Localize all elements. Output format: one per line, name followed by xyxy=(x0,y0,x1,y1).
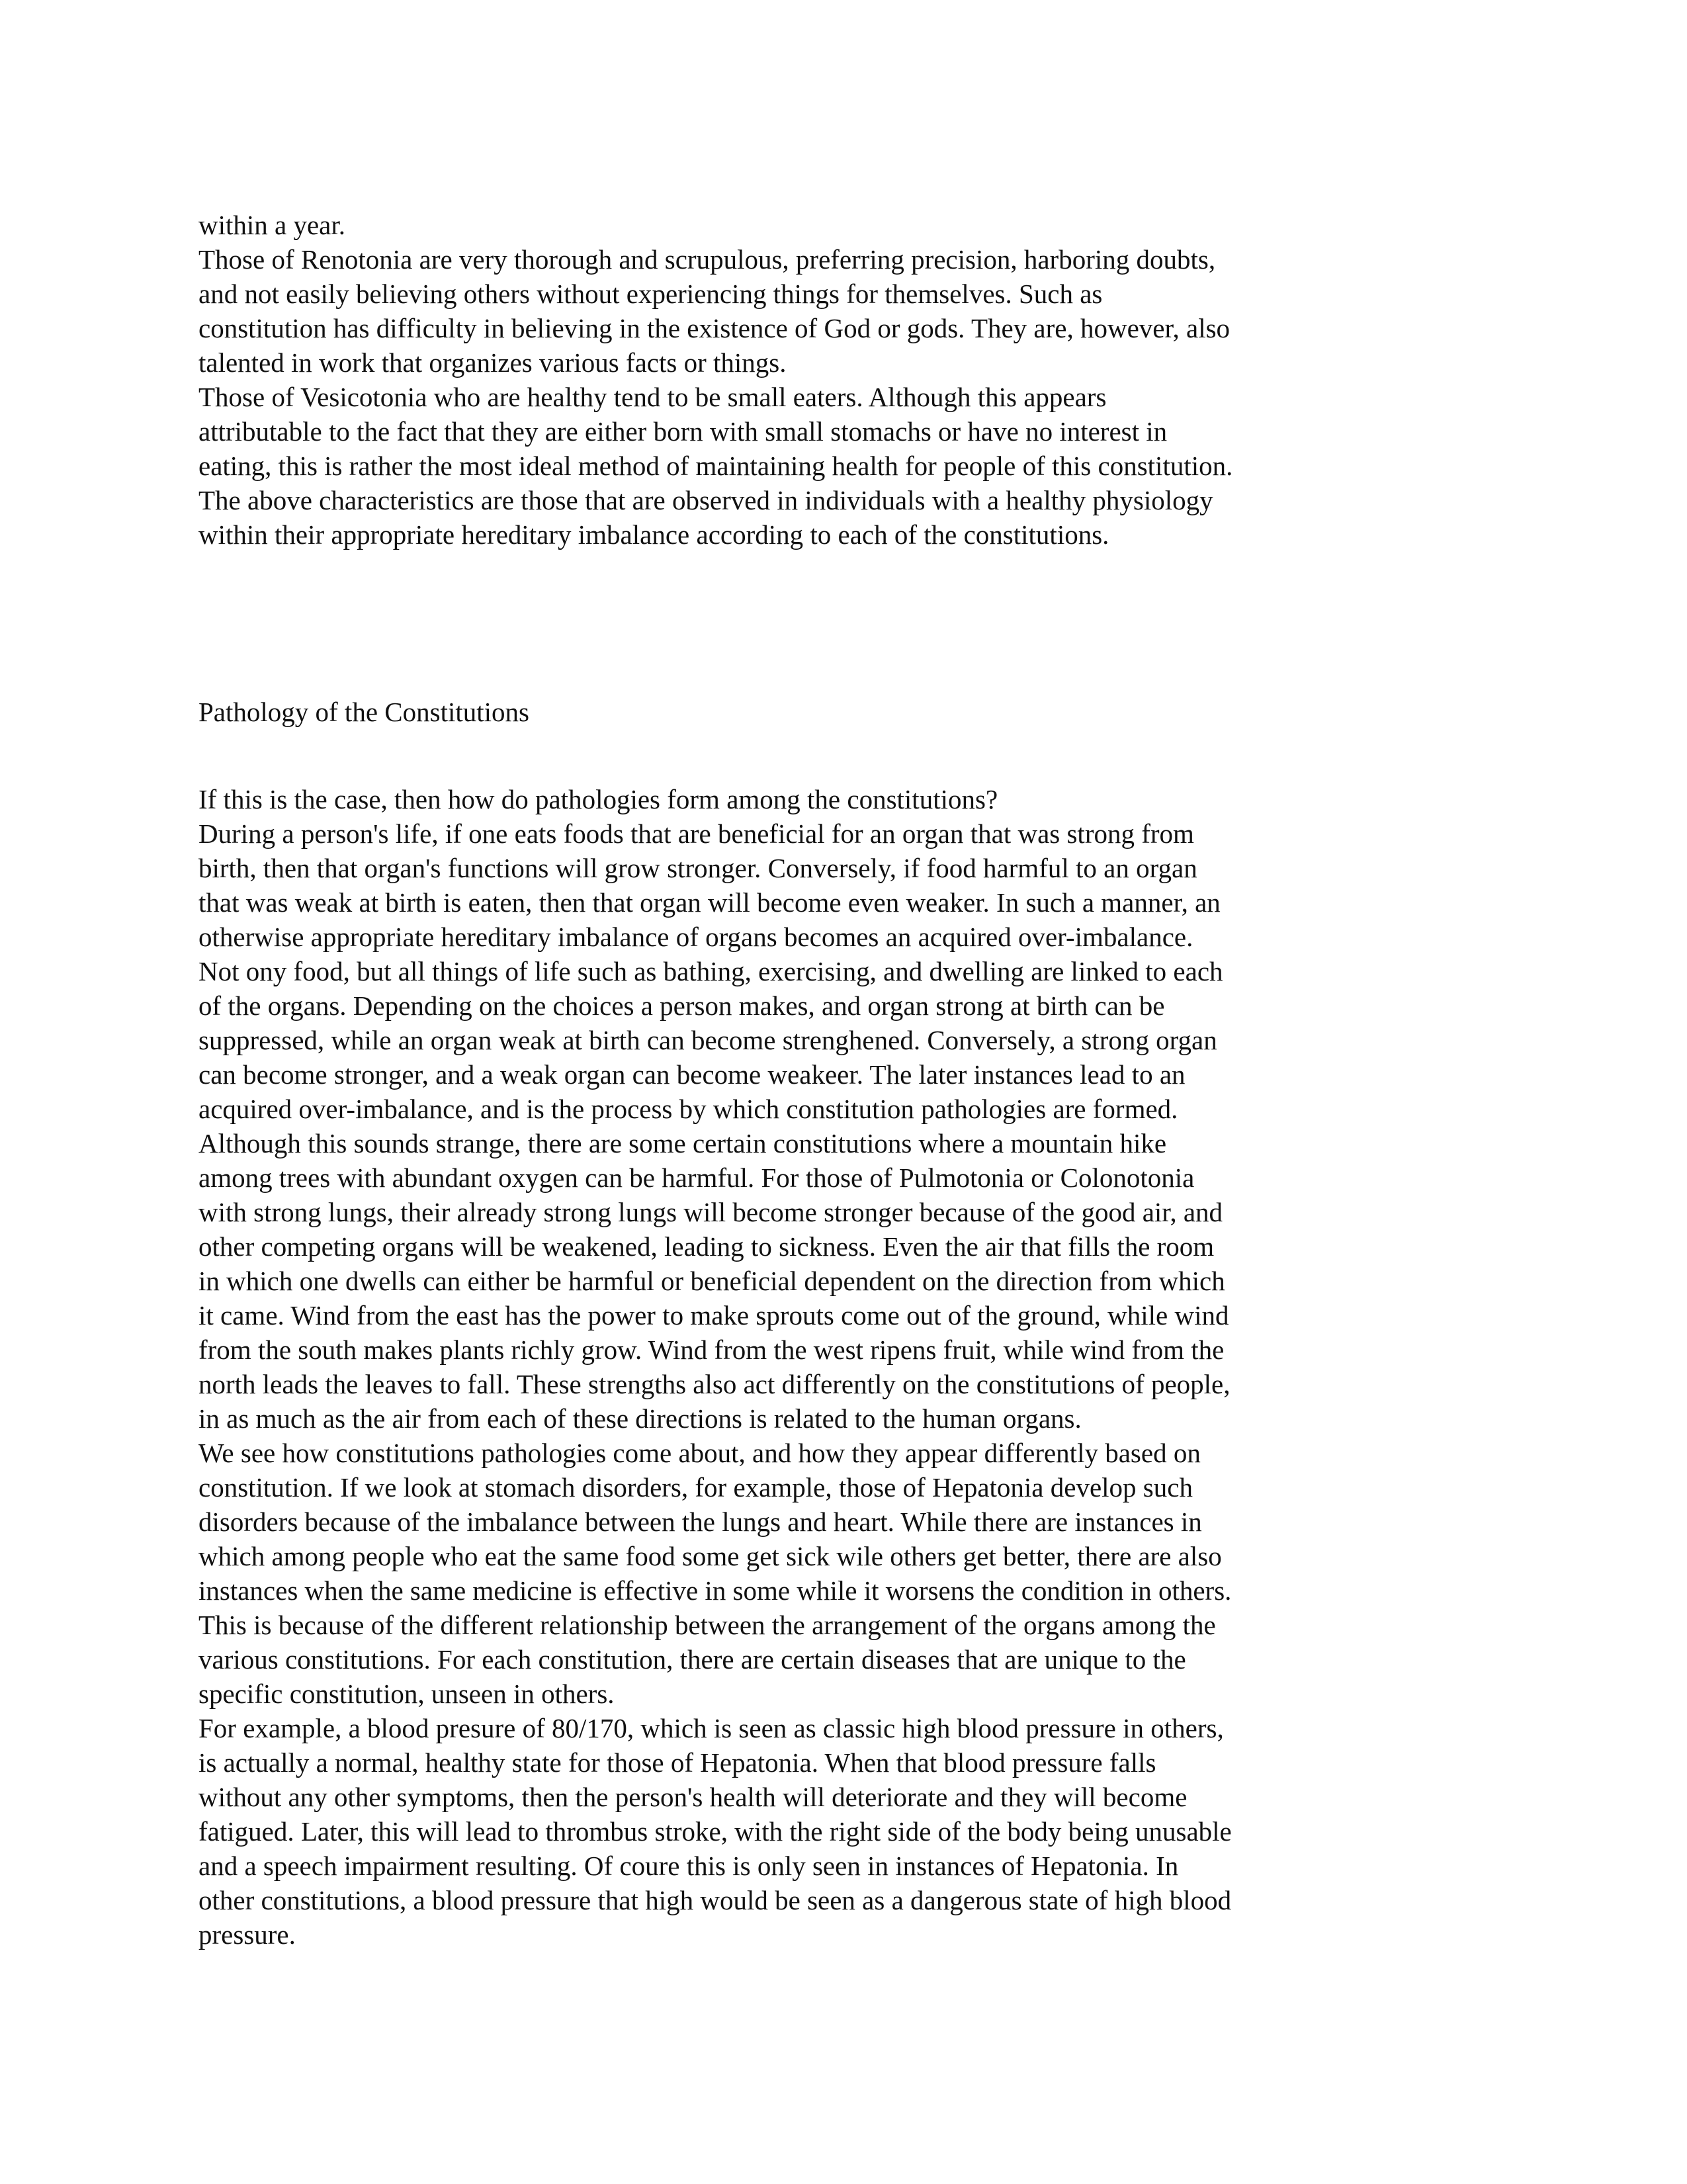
text-line: north leads the leaves to fall. These strengths also act differently on the constitutions of people, xyxy=(198,1369,1231,1399)
text-line: During a person's life, if one eats foods that are beneficial for an organ that was strong from xyxy=(198,818,1194,849)
text-line: suppressed, while an organ weak at birth can become strenghened. Conversely, a strong organ xyxy=(198,1025,1217,1055)
section-heading: Pathology of the Constitutions xyxy=(198,697,529,727)
text-line: with strong lungs, their already strong lungs will become stronger because of the good air, and xyxy=(198,1197,1223,1227)
text-line: without any other symptoms, then the person's health will deteriorate and they will become xyxy=(198,1782,1188,1812)
text-line: is actually a normal, healthy state for those of Hepatonia. When that blood pressure falls xyxy=(198,1747,1156,1778)
intro-lines xyxy=(198,208,1363,552)
text-line: This is because of the different relationship between the arrangement of the organs among the xyxy=(198,1610,1216,1640)
text-line: acquired over-imbalance, and is the process by which constitution pathologies are formed. xyxy=(198,1094,1178,1124)
text-line: attributable to the fact that they are either born with small stomachs or have no interest in xyxy=(198,416,1168,447)
intro-text-block xyxy=(198,208,1363,552)
text-line: specific constitution, unseen in others. xyxy=(198,1679,615,1709)
text-line: and not easily believing others without experiencing things for themselves. Such as xyxy=(198,279,1103,309)
text-line: in as much as the air from each of these directions is related to the human organs. xyxy=(198,1403,1082,1434)
text-line: constitution. If we look at stomach disorders, for example, those of Hepatonia develop such xyxy=(198,1472,1193,1503)
text-line: of the organs. Depending on the choices a person makes, and organ strong at birth can be xyxy=(198,990,1165,1021)
text-line: Those of Vesicotonia who are healthy tend to be small eaters. Although this appears xyxy=(198,382,1107,412)
text-line: talented in work that organizes various facts or things. xyxy=(198,347,787,378)
text-line: which among people who eat the same food some get sick wile others get better, there are also xyxy=(198,1541,1222,1571)
text-line: other constitutions, a blood pressure that high would be seen as a dangerous state of high blood xyxy=(198,1885,1232,1915)
text-line: Although this sounds strange, there are some certain constitutions where a mountain hike xyxy=(198,1128,1167,1158)
text-line: Those of Renotonia are very thorough and scrupulous, preferring precision, harboring doubts, xyxy=(198,244,1216,275)
text-line: within a year. xyxy=(198,210,346,240)
text-line: other competing organs will be weakened, leading to sickness. Even the air that fills the room xyxy=(198,1231,1215,1262)
text-line: The above characteristics are those that are observed in individuals with a healthy physiology xyxy=(198,485,1213,515)
pathology-lines xyxy=(198,782,1363,1952)
text-line: various constitutions. For each constitution, there are certain diseases that are unique to the xyxy=(198,1644,1186,1675)
text-line: If this is the case, then how do pathologies form among the constitutions? xyxy=(198,784,998,814)
text-line: and a speech impairment resulting. Of coure this is only seen in instances of Hepatonia. In xyxy=(198,1851,1179,1881)
text-line: in which one dwells can either be harmful or beneficial dependent on the direction from which xyxy=(198,1266,1225,1296)
text-line: within their appropriate hereditary imbalance according to each of the constitutions. xyxy=(198,519,1109,550)
text-line: eating, this is rather the most ideal method of maintaining health for people of this constitution. xyxy=(198,451,1233,481)
text-line: from the south makes plants richly grow. Wind from the west ripens fruit, while wind from the xyxy=(198,1334,1225,1365)
text-line: fatigued. Later, this will lead to thrombus stroke, with the right side of the body being unusable xyxy=(198,1816,1232,1847)
text-line: We see how constitutions pathologies come about, and how they appear differently based on xyxy=(198,1438,1201,1468)
text-line: can become stronger, and a weak organ can become weakeer. The later instances lead to an xyxy=(198,1059,1186,1090)
text-line: birth, then that organ's functions will grow stronger. Conversely, if food harmful to an organ xyxy=(198,853,1197,883)
text-line: constitution has difficulty in believing in the existence of God or gods. They are, however, also xyxy=(198,313,1231,343)
text-line: that was weak at birth is eaten, then that organ will become even weaker. In such a manner, an xyxy=(198,887,1221,918)
pathology-text-block xyxy=(198,782,1363,1952)
text-line: otherwise appropriate hereditary imbalance of organs becomes an acquired over-imbalance. xyxy=(198,922,1193,952)
text-line: disorders because of the imbalance between the lungs and heart. While there are instances in xyxy=(198,1507,1202,1537)
text-line: it came. Wind from the east has the power to make sprouts come out of the ground, while wind xyxy=(198,1300,1229,1331)
text-line: instances when the same medicine is effective in some while it worsens the condition in others. xyxy=(198,1575,1232,1606)
text-line: For example, a blood presure of 80/170, which is seen as classic high blood pressure in others, xyxy=(198,1713,1224,1743)
text-line: pressure. xyxy=(198,1919,296,1950)
text-line: Not ony food, but all things of life such as bathing, exercising, and dwelling are linked to each xyxy=(198,956,1223,986)
text-line: among trees with abundant oxygen can be harmful. For those of Pulmotonia or Colonotonia xyxy=(198,1162,1195,1193)
